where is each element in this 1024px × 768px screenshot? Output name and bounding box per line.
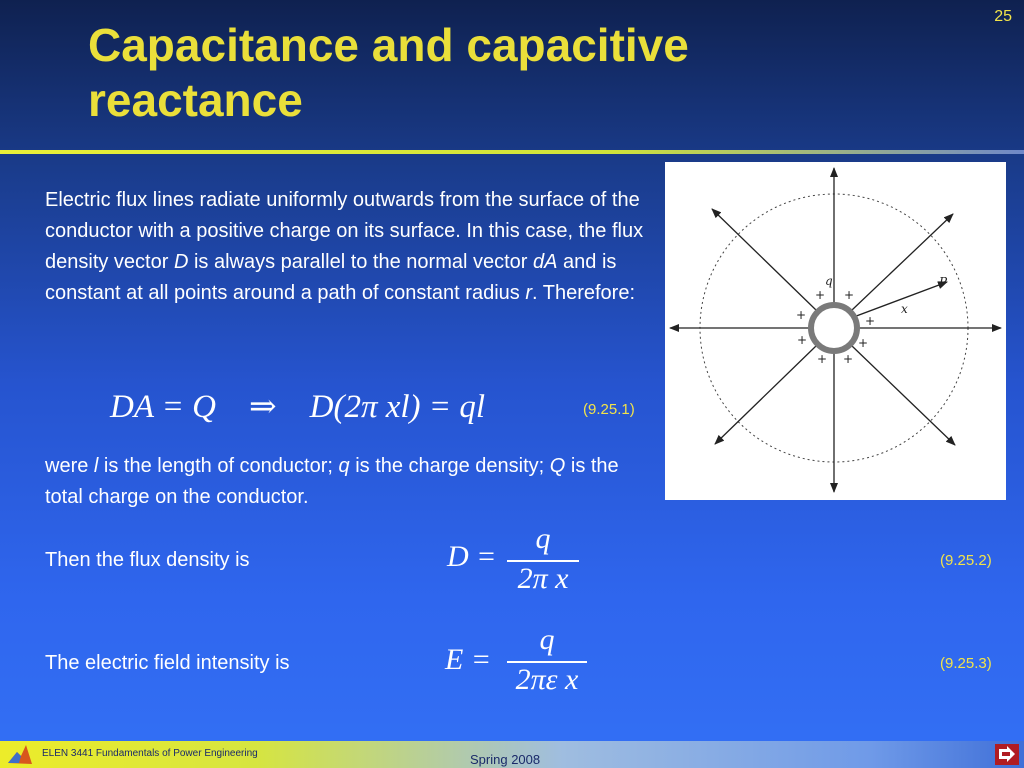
university-logo-icon bbox=[994, 743, 1020, 766]
positive-charge: + bbox=[864, 314, 876, 328]
positive-charge: + bbox=[842, 352, 854, 366]
title-divider bbox=[0, 150, 1024, 154]
equation-9-25-1: DA = Q ⇒ D(2π xl) = ql bbox=[110, 389, 485, 425]
footer-term: Spring 2008 bbox=[470, 752, 541, 767]
equation-3-lhs: E = bbox=[445, 643, 492, 676]
positive-charge: + bbox=[857, 336, 869, 350]
flux-density-label: Then the flux density is bbox=[45, 549, 250, 571]
equation-3-denominator: 2πε x bbox=[515, 663, 579, 696]
field-intensity-label: The electric field intensity is bbox=[45, 652, 290, 674]
equation-number-1: (9.25.1) bbox=[583, 401, 635, 418]
equation-2-numerator: q bbox=[535, 522, 551, 555]
intro-paragraph: Electric flux lines radiate uniformly outwards from the surface of the conductor with a positive charge on its surface. In this case, the flux density vector D is always parallel to the normal vector dA and is constant at all points around a path of constant radius r. Therefore: bbox=[45, 189, 644, 304]
positive-charge: + bbox=[796, 333, 808, 347]
flux-line-northeast bbox=[852, 214, 953, 310]
equation-2-denominator: 2π x bbox=[517, 562, 569, 595]
equation-number-3: (9.25.3) bbox=[940, 655, 992, 672]
slide-title: Capacitance and capacitive reactance bbox=[88, 19, 689, 126]
positive-charge: + bbox=[814, 288, 826, 302]
label-p: P bbox=[939, 275, 948, 289]
positive-charge: + bbox=[843, 288, 855, 302]
equation-2-fraction bbox=[507, 522, 579, 604]
definitions-paragraph: were l is the length of conductor; q is the charge density; Q is the total charge on the conductor. bbox=[45, 455, 619, 508]
footer-course: ELEN 3441 Fundamentals of Power Engineering bbox=[42, 748, 258, 759]
conductor bbox=[811, 305, 857, 351]
flux-line-southeast bbox=[852, 346, 955, 445]
slide-number: 25 bbox=[994, 8, 1012, 25]
flux-lines-figure bbox=[665, 162, 1006, 500]
equation-3-fraction bbox=[507, 623, 587, 705]
positive-charge: + bbox=[795, 308, 807, 322]
equation-2-lhs: D = bbox=[447, 540, 497, 573]
flux-line-southwest bbox=[715, 346, 816, 444]
footer-bar bbox=[0, 741, 1024, 768]
label-x: x bbox=[901, 302, 908, 316]
flux-line-northwest bbox=[712, 209, 816, 310]
matlab-logo-icon bbox=[6, 743, 34, 766]
equation-number-2: (9.25.2) bbox=[940, 552, 992, 569]
positive-charge: + bbox=[816, 352, 828, 366]
flux-diagram-svg bbox=[665, 162, 1006, 500]
equation-3-numerator: q bbox=[539, 623, 555, 656]
label-q: q bbox=[825, 274, 833, 288]
